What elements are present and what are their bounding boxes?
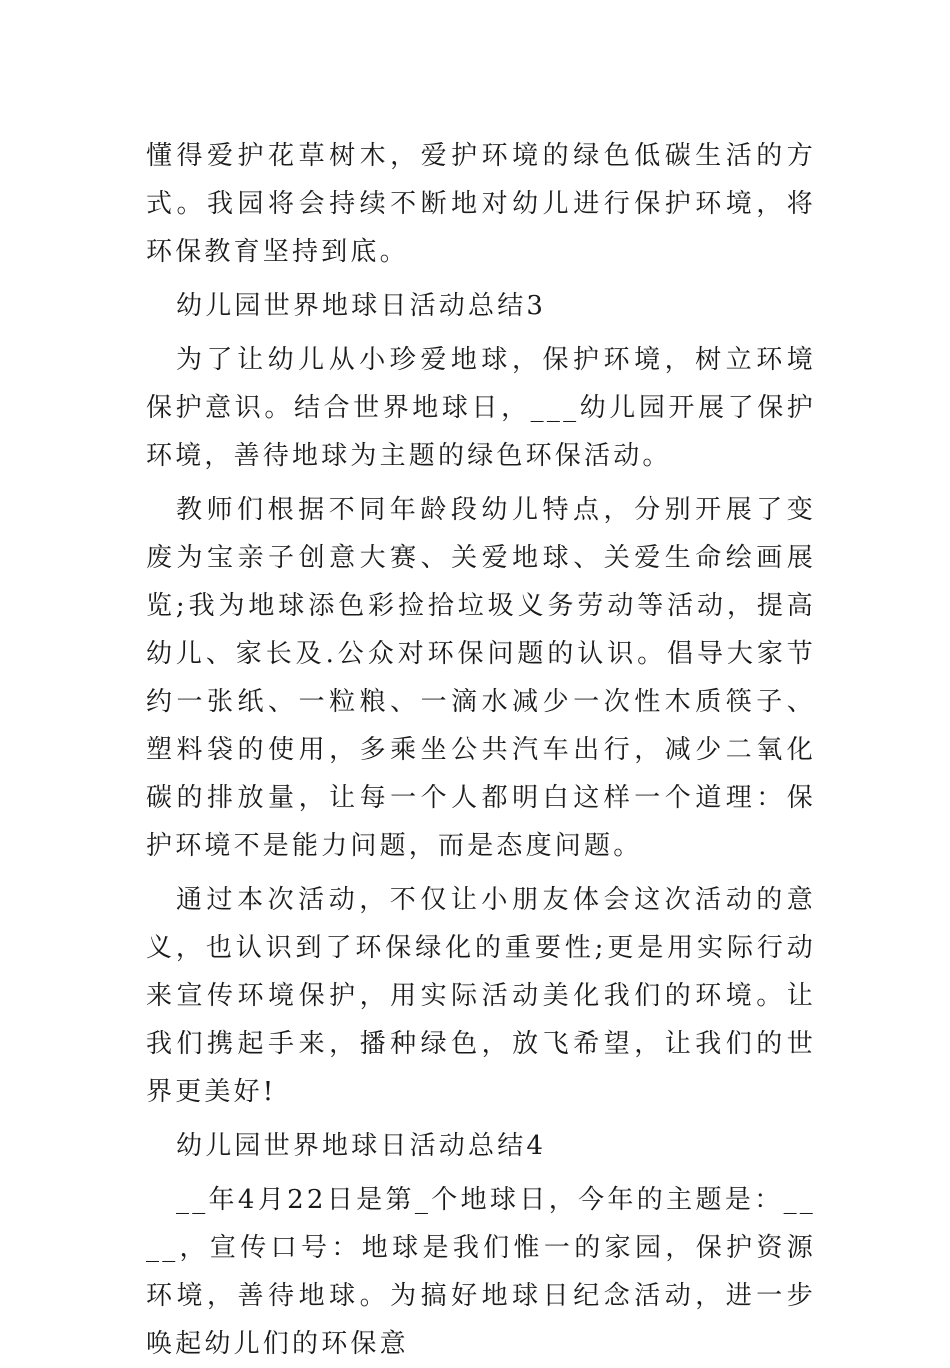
- paragraph-3-2: 教师们根据不同年龄段幼儿特点，分别开展了变废为宝亲子创意大赛、关爱地球、关爱生命绘画展览;我为地球添色彩捡拾垃圾义务劳动等活动，提高幼儿、家长及.公众对环保问题的认识。倡导大家节约一张纸、一粒粮、一滴水减少一次性木质筷子、塑料袋的使用，多乘坐公共汽车出行，减少二氧化碳的排放量，让每一个人都明白这样一个道理：保护环境不是能力问题，而是态度问题。: [146, 495, 816, 861]
- paragraph-4-1: __年4月22日是第_个地球日，今年的主题是：____，宣传口号：地球是我们惟一的家园，保护资源环境，善待地球。为搞好地球日纪念活动，进一步唤起幼儿们的环保意: [146, 1185, 816, 1359]
- paragraph-continuation: 懂得爱护花草树木，爱护环境的绿色低碳生活的方式。我园将会持续不断地对幼儿进行保护环境，将环保教育坚持到底。: [146, 141, 816, 267]
- paragraph-3-1: 为了让幼儿从小珍爱地球，保护环境，树立环境保护意识。结合世界地球日，___幼儿园开展了保护环境，善待地球为主题的绿色环保活动。: [146, 345, 816, 471]
- paragraph-3-3: 通过本次活动，不仅让小朋友体会这次活动的意义，也认识到了环保绿化的重要性;更是用实际行动来宣传环境保护，用实际活动美化我们的环境。让我们携起手来，播种绿色，放飞希望，让我们的世界更美好!: [146, 885, 816, 1107]
- document-body: [146, 132, 816, 1368]
- section-heading-4: 幼儿园世界地球日活动总结4: [176, 1131, 547, 1161]
- section-heading-3: 幼儿园世界地球日活动总结3: [176, 291, 547, 321]
